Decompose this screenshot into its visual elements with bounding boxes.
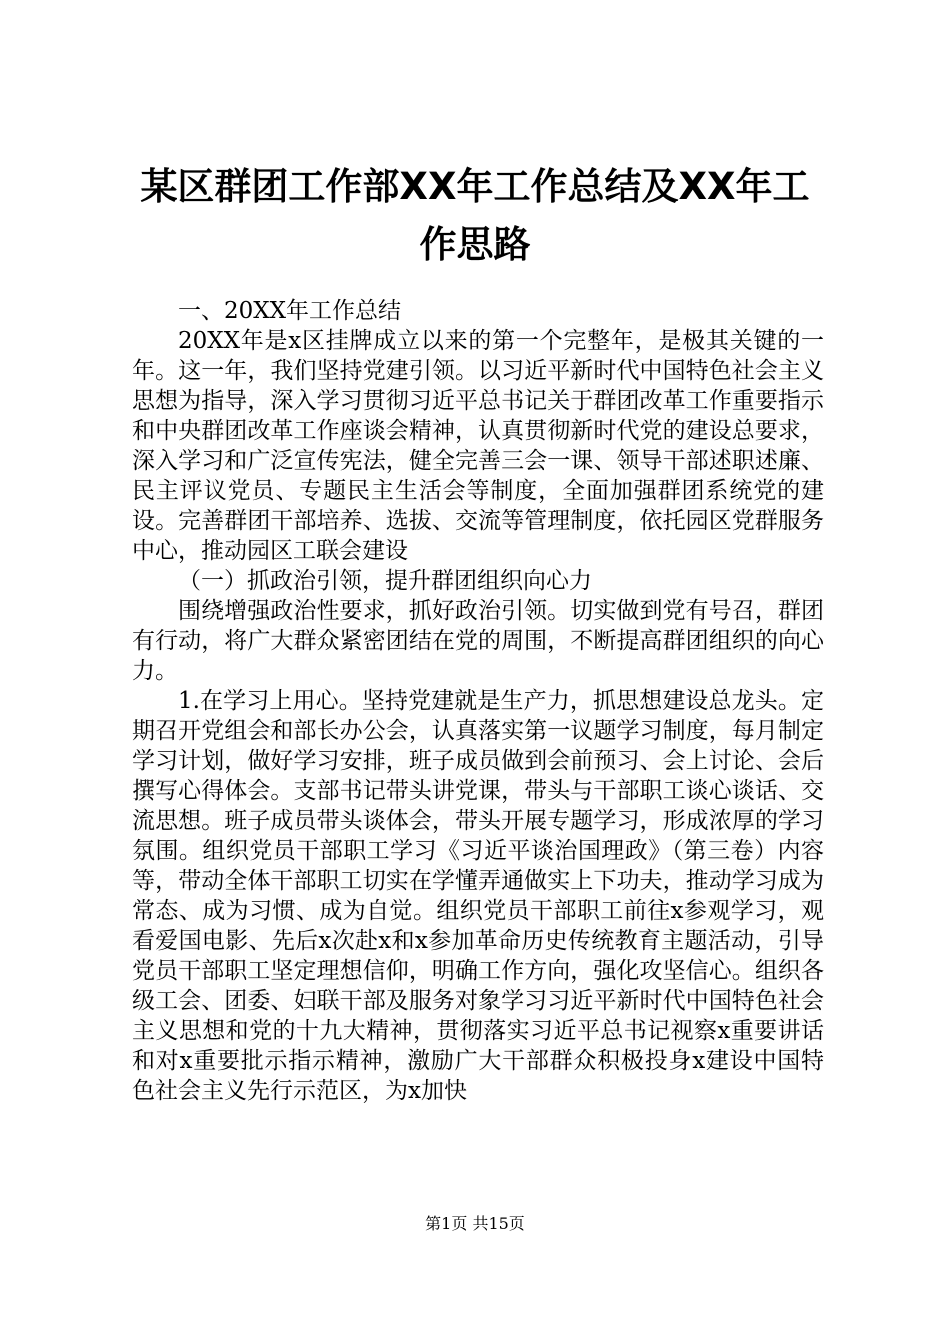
- section-heading: 一、20XX年工作总结: [178, 298, 402, 324]
- paragraph: 20XX年是x区挂牌成立以来的第一个完整年，是极其关键的一年。这一年，我们坚持党建引领。以习近平新时代中国特色社会主义思想为指导，深入学习贯彻习近平总书记关于群团改革工作重要指示和中央群团改革工作座谈会精神，认真贯彻新时代党的建设总要求，深入学习和广泛宣传宪法，健全完善三会一课、领导干部述职述廉、民主评议党员、专题民主生活会等制度，全面加强群团系统党的建设。完善群团干部培养、选拔、交流等管理制度，依托园区党群服务中心，推动园区工联会建设: [132, 328, 824, 564]
- page-number-footer: 第1页 共15页: [425, 1214, 525, 1233]
- paragraph: 1.在学习上用心。坚持党建就是生产力，抓思想建设总龙头。定期召开党组会和部长办公会，认真落实第一议题学习制度，每月制定学习计划，做好学习安排，班子成员做到会前预习、会上讨论、会后撰写心得体会。支部书记带头讲党课，带头与干部职工谈心谈话、交流思想。班子成员带头谈体会，带头开展专题学习，形成浓厚的学习氛围。组织党员干部职工学习《习近平谈治国理政》（第三卷）内容等，带动全体干部职工切实在学懂弄通做实上下功夫，推动学习成为常态、成为习惯、成为自觉。组织党员干部职工前往x参观学习，观看爱国电影、先后x次赴x和x参加革命历史传统教育主题活动，引导党员干部职工坚定理想信仰，明确工作方向，强化攻坚信心。组织各级工会、团委、妇联干部及服务对象学习习近平新时代中国特色社会主义思想和党的十九大精神，贯彻落实习近平总书记视察x重要讲话和对x重要批示指示精神，激励广大干部群众积极投身x建设中国特色社会主义先行示范区，为x加快: [132, 688, 824, 1104]
- paragraph: 围绕增强政治性要求，抓好政治引领。切实做到党有号召，群团有行动，将广大群众紧密团结在党的周围，不断提高群团组织的向心力。: [132, 598, 824, 684]
- page-title: 某区群团工作部XX年工作总结及XX年工作思路: [140, 165, 810, 266]
- subsection-heading: （一）抓政治引领，提升群团组织向心力: [178, 568, 592, 594]
- document-body: [132, 296, 824, 1106]
